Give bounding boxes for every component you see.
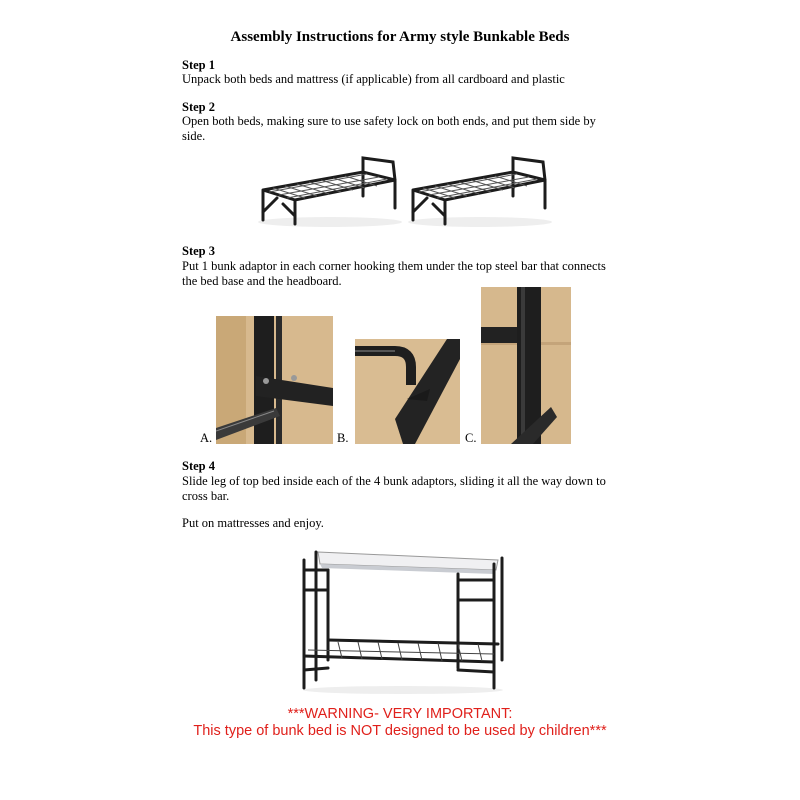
photo-label-b: B. [337, 431, 349, 445]
step4-heading: Step 4 [182, 459, 215, 473]
step2-heading: Step 2 [182, 100, 215, 114]
step4-extra-text: Put on mattresses and enjoy. [182, 516, 324, 530]
adaptor-photo-c [481, 287, 571, 444]
step1-text: Unpack both beds and mattress (if applicable) from all cardboard and plastic [182, 72, 565, 86]
warning-title: ***WARNING- VERY IMPORTANT: [287, 706, 513, 722]
step3-text: Put 1 bunk adaptor in each corner hooking them under the top steel bar that connects the bed base and the headboard. [182, 259, 606, 288]
step3-heading: Step 3 [182, 244, 215, 258]
page-title: Assembly Instructions for Army style Bunkable Beds [230, 29, 570, 45]
photo-label-c: C. [465, 431, 477, 445]
adaptor-photo-a [216, 316, 333, 444]
adaptor-photo-b [355, 339, 460, 444]
step1-heading: Step 1 [182, 58, 215, 72]
step4-text: Slide leg of top bed inside each of the 4 bunk adaptors, sliding it all the way down to cross bar. [182, 474, 606, 503]
warning-text: This type of bunk bed is NOT designed to be used by children*** [193, 723, 607, 739]
photo-label-a: A. [200, 431, 213, 445]
step2-text: Open both beds, making sure to use safety lock on both ends, and put them side by side. [182, 114, 596, 143]
bunk-bed-photo [298, 540, 508, 695]
single-bed-photo-1 [255, 150, 405, 228]
single-bed-photo-2 [405, 150, 555, 228]
